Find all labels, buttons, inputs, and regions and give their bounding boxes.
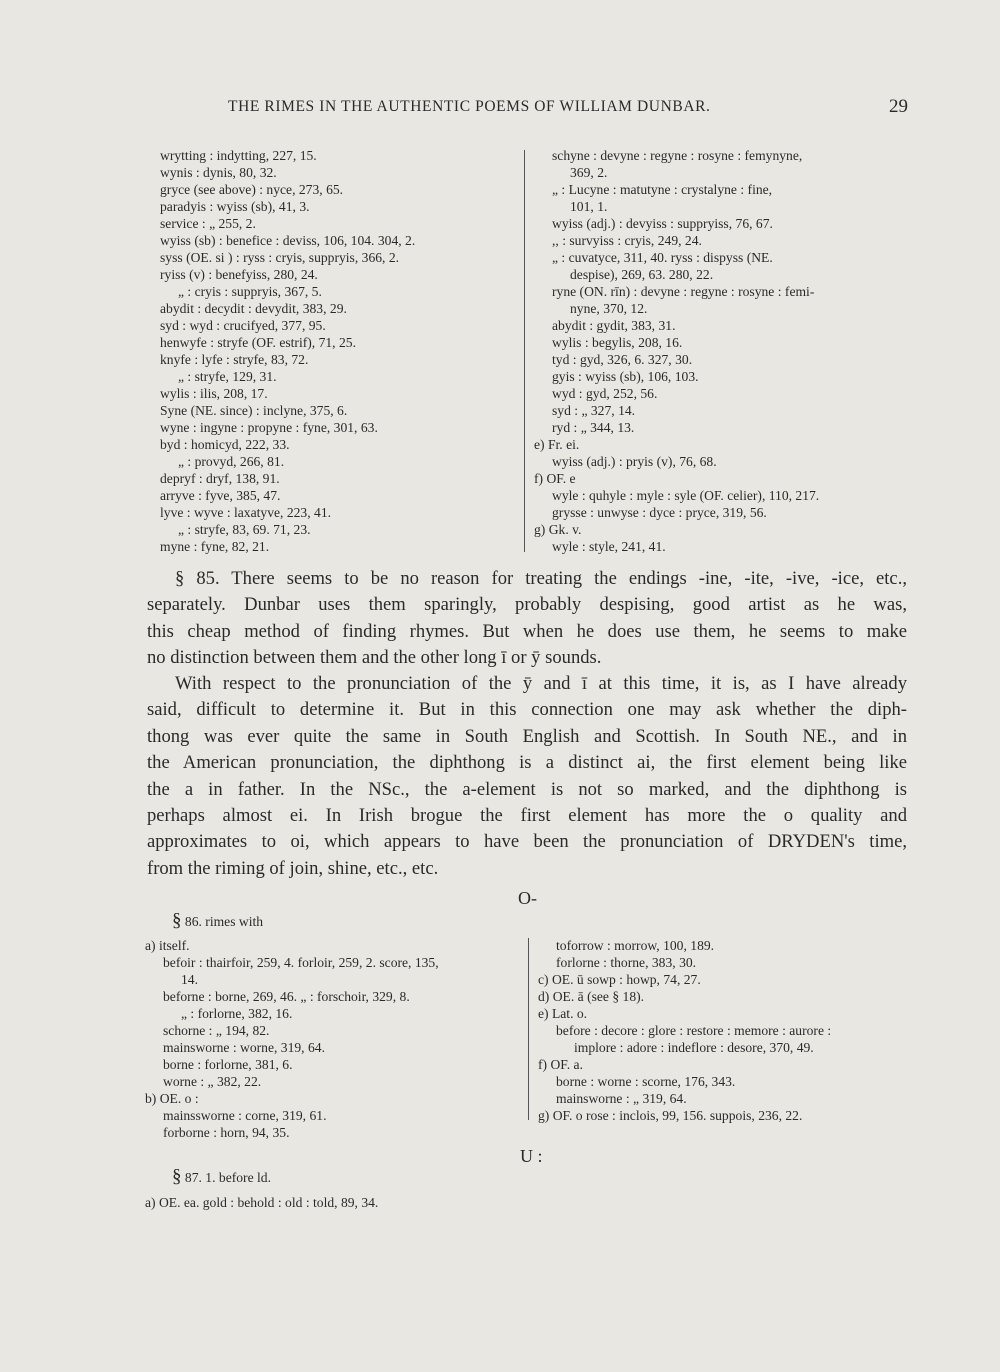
subsection-label: f) OF. e bbox=[534, 471, 576, 486]
rime-line: grysse : unwyse : dyce : pryce, 319, 56. bbox=[552, 505, 767, 520]
section-divider-u: U : bbox=[520, 1146, 543, 1166]
paragraph-pronunciation bbox=[147, 671, 907, 882]
paragraph-line: § 85. There seems to be no reason for treating the endings -ine, -ite, -ive, -ice, etc., bbox=[175, 568, 907, 589]
rime-line: depryf : dryf, 138, 91. bbox=[160, 471, 280, 486]
running-header bbox=[228, 98, 908, 122]
paragraph-line: from the riming of join, shine, etc., etc. bbox=[147, 857, 439, 879]
rime-line: „ : forlorne, 382, 16. bbox=[181, 1006, 293, 1021]
rime-line: byd : homicyd, 222, 33. bbox=[160, 437, 290, 452]
rime-line: 101, 1. bbox=[570, 199, 608, 214]
rime-line: 369, 2. bbox=[570, 165, 608, 180]
column-rule bbox=[524, 150, 525, 552]
rime-line: mainsworne : „ 319, 64. bbox=[556, 1091, 687, 1106]
rime-line: wyiss (sb) : benefice : deviss, 106, 104. 304, 2. bbox=[160, 233, 416, 248]
rime-line: lyve : wyve : laxatyve, 223, 41. bbox=[160, 505, 332, 520]
rime-line: nyne, 370, 12. bbox=[570, 301, 648, 316]
rime-line: wyd : gyd, 252, 56. bbox=[552, 386, 658, 401]
paragraph-line: separately. Dunbar uses them sparingly, probably despising, good artist as he was, bbox=[147, 594, 907, 616]
rime-line: wyiss (adj.) : devyiss : suppryiss, 76, 67. bbox=[552, 216, 773, 231]
rime-line: wrytting : indytting, 227, 15. bbox=[160, 148, 317, 163]
rime-line: before : decore : glore : restore : memore : aurore : bbox=[556, 1023, 832, 1038]
rime-line: myne : fyne, 82, 21. bbox=[160, 539, 270, 554]
rime-line: wyle : style, 241, 41. bbox=[552, 539, 666, 554]
rime-line: „ : cryis : suppryis, 367, 5. bbox=[178, 284, 322, 299]
rime-line: borne : forlorne, 381, 6. bbox=[163, 1057, 293, 1072]
rime-line: 14. bbox=[181, 972, 198, 987]
rime-line: ryne (ON. rīn) : devyne : regyne : rosyne : femi- bbox=[552, 284, 815, 299]
subsection-label: e) Lat. o. bbox=[538, 1006, 588, 1021]
rime-line: beforne : borne, 269, 46. „ : forschoir, 329, 8. bbox=[163, 989, 410, 1004]
rime-line: paradyis : wyiss (sb), 41, 3. bbox=[160, 199, 310, 214]
rime-line: gryce (see above) : nyce, 273, 65. bbox=[160, 182, 344, 197]
paragraph-line: perhaps almost ei. In Irish brogue the first element has more the o quality and bbox=[147, 805, 907, 827]
rime-line: syss (OE. si ) : ryss : cryis, suppryis, 366, 2. bbox=[160, 250, 400, 265]
rime-line: worne : „ 382, 22. bbox=[163, 1074, 262, 1089]
section-87-heading bbox=[172, 1166, 271, 1188]
rime-line: syd : „ 327, 14. bbox=[552, 403, 636, 418]
section-87-label: 87. 1. before ld. bbox=[184, 1170, 271, 1185]
paragraph-line: no distinction between them and the other long ī or ȳ sounds. bbox=[147, 647, 602, 669]
rime-line: wyiss (adj.) : pryis (v), 76, 68. bbox=[552, 454, 717, 469]
column-rule bbox=[528, 938, 529, 1120]
paragraph-85 bbox=[147, 566, 907, 672]
subsection-label: g) Gk. v. bbox=[534, 522, 582, 537]
rime-line: wyne : ingyne : propyne : fyne, 301, 63. bbox=[160, 420, 378, 435]
section-sign: § bbox=[172, 1166, 182, 1187]
paragraph-line: thong was ever quite the same in South English and Scottish. In South NE., and in bbox=[147, 725, 907, 747]
section-86-label: 86. rimes with bbox=[184, 914, 264, 929]
subsection-label: a) itself. bbox=[145, 938, 190, 953]
rime-line: „ : stryfe, 129, 31. bbox=[178, 369, 277, 384]
section-86-heading bbox=[172, 910, 263, 932]
rime-line: implore : adore : indeflore : desore, 370, 49. bbox=[574, 1040, 814, 1055]
subsection-label: f) OF. a. bbox=[538, 1057, 583, 1072]
rime-line: service : „ 255, 2. bbox=[160, 216, 256, 231]
paragraph-line: approximates to oi, which appears to have been the pronunciation of DRYDEN's time, bbox=[147, 831, 907, 853]
rime-line: mainsworne : worne, 319, 64. bbox=[163, 1040, 325, 1055]
rime-line: schorne : „ 194, 82. bbox=[163, 1023, 270, 1038]
rime-line: abydit : gydit, 383, 31. bbox=[552, 318, 676, 333]
paragraph-line: this cheap method of finding rhymes. But when he does use them, he seems to make bbox=[147, 620, 907, 642]
top-right-column bbox=[534, 147, 914, 555]
rime-line: „ : cuvatyce, 311, 40. ryss : dispyss (NE. bbox=[552, 250, 773, 265]
subsection-label: e) Fr. ei. bbox=[534, 437, 580, 452]
mid-left-column bbox=[145, 937, 525, 1141]
rime-line: borne : worne : scorne, 176, 343. bbox=[556, 1074, 736, 1089]
page-number: 29 bbox=[889, 96, 908, 117]
section-divider-o: O- bbox=[518, 888, 537, 908]
rime-line: ryd : „ 344, 13. bbox=[552, 420, 635, 435]
rime-line: syd : wyd : crucifyed, 377, 95. bbox=[160, 318, 326, 333]
subsection-label: g) OF. o rose : inclois, 99, 156. suppois, 236, 22. bbox=[538, 1108, 803, 1123]
rime-line: ryiss (v) : benefyiss, 280, 24. bbox=[160, 267, 318, 282]
rime-line: forlorne : thorne, 383, 30. bbox=[556, 955, 697, 970]
rime-line: wylis : ilis, 208, 17. bbox=[160, 386, 268, 401]
paragraph-line: said, difficult to determine it. But in this connection one may ask whether the diph- bbox=[147, 699, 907, 721]
rime-line: „ : stryfe, 83, 69. 71, 23. bbox=[178, 522, 311, 537]
rime-line: abydit : decydit : devydit, 383, 29. bbox=[160, 301, 347, 316]
section-sign: § bbox=[172, 910, 182, 931]
rime-line: a) OE. ea. gold : behold : old : told, 89, 34. bbox=[145, 1195, 379, 1210]
subsection-label: d) OE. ā (see § 18). bbox=[538, 989, 645, 1004]
rime-line: knyfe : lyfe : stryfe, 83, 72. bbox=[160, 352, 309, 367]
rime-line: mainssworne : corne, 319, 61. bbox=[163, 1108, 327, 1123]
rime-line: wynis : dynis, 80, 32. bbox=[160, 165, 277, 180]
rime-line: arryve : fyve, 385, 47. bbox=[160, 488, 281, 503]
rime-line: henwyfe : stryfe (OF. estrif), 71, 25. bbox=[160, 335, 356, 350]
subsection-label: b) OE. o : bbox=[145, 1091, 199, 1106]
rime-line: schyne : devyne : regyne : rosyne : femynyne, bbox=[552, 148, 803, 163]
top-left-column bbox=[160, 147, 505, 555]
rime-line: Syne (NE. since) : inclyne, 375, 6. bbox=[160, 403, 348, 418]
rime-line: wyle : quhyle : myle : syle (OF. celier), 110, 217. bbox=[552, 488, 820, 503]
rime-line: „ : provyd, 266, 81. bbox=[178, 454, 285, 469]
running-title: THE RIMES IN THE AUTHENTIC POEMS OF WILLIAM DUNBAR. bbox=[228, 98, 711, 115]
rime-line: tyd : gyd, 326, 6. 327, 30. bbox=[552, 352, 693, 367]
rime-line: forborne : horn, 94, 35. bbox=[163, 1125, 290, 1140]
rime-line: toforrow : morrow, 100, 189. bbox=[556, 938, 715, 953]
rime-line: wylis : begylis, 208, 16. bbox=[552, 335, 683, 350]
subsection-label: c) OE. ū sowp : howp, 74, 27. bbox=[538, 972, 701, 987]
section-87-body bbox=[145, 1194, 545, 1211]
rime-line: „ : Lucyne : matutyne : crystalyne : fine, bbox=[552, 182, 773, 197]
rime-line: ,, : survyiss : cryis, 249, 24. bbox=[552, 233, 702, 248]
paragraph-line: the American pronunciation, the diphthong is a distinct ai, the first element being like bbox=[147, 752, 907, 774]
paragraph-line: With respect to the pronunciation of the ȳ and ī at this time, it is, as I have already bbox=[175, 673, 907, 694]
paragraph-line: the a in father. In the NSc., the a-element is not so marked, and the diphthong is bbox=[147, 778, 907, 800]
rime-line: gyis : wyiss (sb), 106, 103. bbox=[552, 369, 699, 384]
mid-right-column bbox=[538, 937, 918, 1124]
rime-line: befoir : thairfoir, 259, 4. forloir, 259, 2. score, 135, bbox=[163, 955, 439, 970]
rime-line: despise), 269, 63. 280, 22. bbox=[570, 267, 714, 282]
